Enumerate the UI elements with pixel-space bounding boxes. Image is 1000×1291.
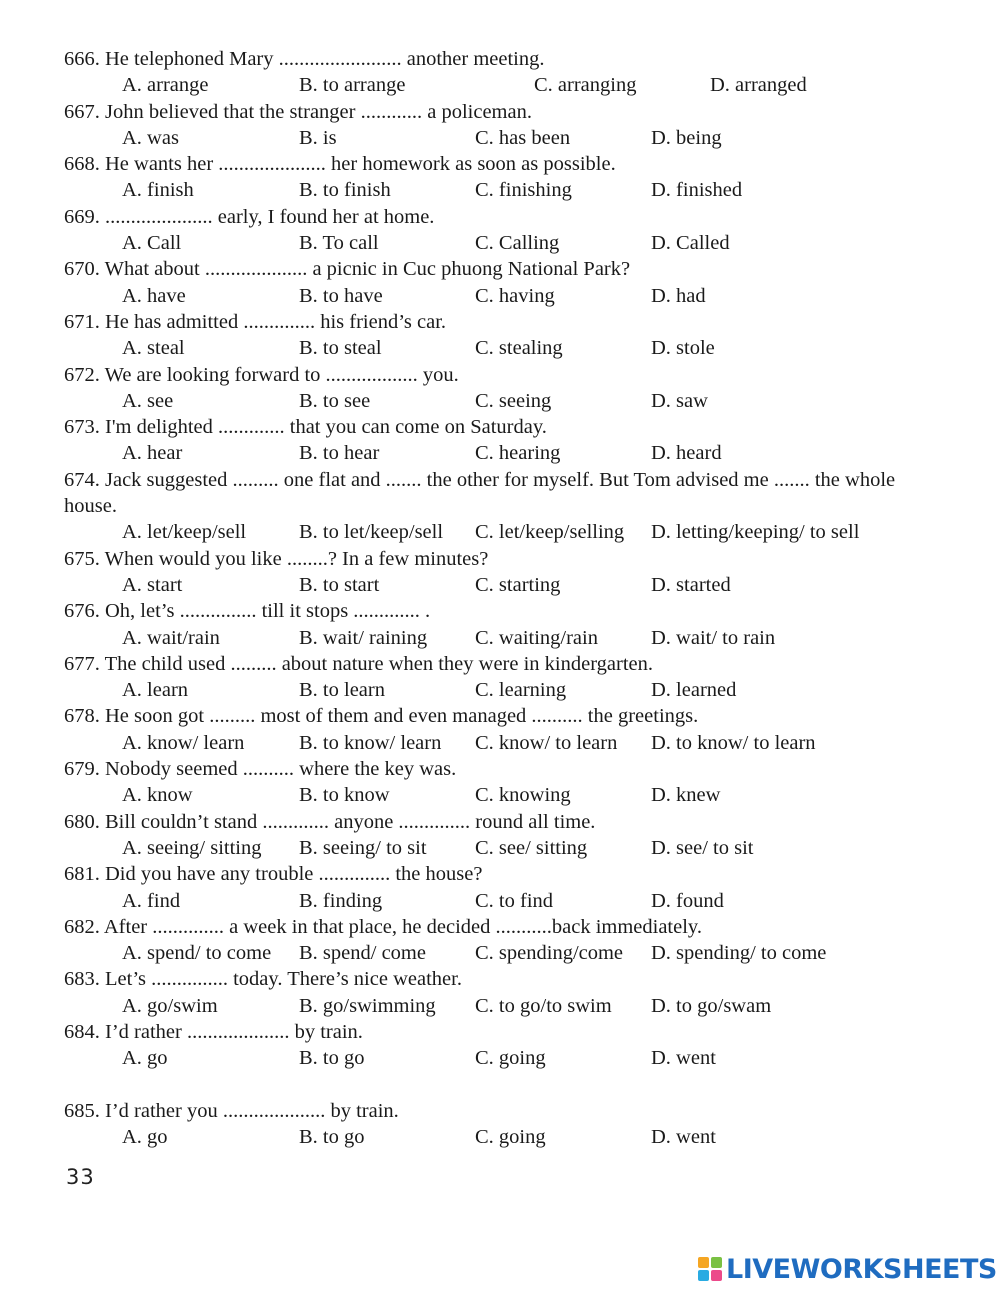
- option-b: B. to hear: [299, 442, 380, 465]
- option-row: [64, 835, 944, 861]
- option-b: B. to go: [299, 1047, 365, 1070]
- option-row: [64, 782, 944, 808]
- option-row: [64, 519, 944, 545]
- option-row: [64, 940, 944, 966]
- option-b: B. to know: [299, 784, 390, 807]
- option-d: D. see/ to sit: [651, 836, 754, 859]
- option-a: A. go: [122, 1126, 168, 1149]
- option-c: C. knowing: [475, 784, 571, 807]
- option-b: B. to have: [299, 284, 383, 307]
- question-stem: 676. Oh, let’s ............... till it stops ............. .: [64, 600, 431, 623]
- option-c: C. to go/to swim: [475, 994, 612, 1017]
- option-d: D. knew: [651, 784, 721, 807]
- option-row: [64, 335, 944, 361]
- option-a: A. finish: [122, 179, 194, 202]
- option-b: B. to go: [299, 1126, 365, 1149]
- option-c: C. waiting/rain: [475, 626, 598, 649]
- option-a: A. find: [122, 889, 181, 912]
- option-b: B. to finish: [299, 179, 391, 202]
- question-stem: 673. I'm delighted ............. that you can come on Saturday.: [64, 416, 547, 439]
- option-a: A. let/keep/sell: [122, 521, 247, 544]
- option-d: D. being: [651, 126, 722, 149]
- worksheet: [64, 46, 944, 1150]
- question-stem: 681. Did you have any trouble .............. the house?: [64, 863, 483, 886]
- option-c: C. see/ sitting: [475, 836, 588, 859]
- option-row: [64, 72, 944, 98]
- option-d: D. learned: [651, 679, 737, 702]
- logo-square-blue: [698, 1270, 709, 1281]
- blank-line: [64, 1072, 944, 1098]
- page-number: 33: [66, 1165, 95, 1189]
- option-row: [64, 125, 944, 151]
- option-d: D. spending/ to come: [651, 942, 827, 965]
- option-d: D. stole: [651, 337, 715, 360]
- question-stem: 670. What about .................... a picnic in Cuc phuong National Park?: [64, 258, 631, 281]
- option-c: C. arranging: [534, 74, 637, 97]
- option-d: D. Called: [651, 232, 730, 255]
- question-stem: 671. He has admitted .............. his friend’s car.: [64, 310, 447, 333]
- option-a: A. wait/rain: [122, 626, 220, 649]
- option-d: D. started: [651, 573, 731, 596]
- option-a: A. know/ learn: [122, 731, 245, 754]
- option-b: B. to start: [299, 573, 380, 596]
- question-stem: 680. Bill couldn’t stand ............. anyone .............. round all time.: [64, 810, 596, 833]
- question-stem: 669. ..................... early, I found her at home.: [64, 205, 435, 228]
- option-b: B. go/swimming: [299, 994, 436, 1017]
- option-b: B. to know/ learn: [299, 731, 442, 754]
- option-a: A. was: [122, 126, 179, 149]
- logo-square-green: [711, 1257, 722, 1268]
- option-d: D. saw: [651, 389, 708, 412]
- option-a: A. arrange: [122, 74, 209, 97]
- option-row: [64, 625, 944, 651]
- option-b: B. seeing/ to sit: [299, 836, 427, 859]
- option-c: C. stealing: [475, 337, 563, 360]
- question-stem: 677. The child used ......... about nature when they were in kindergarten.: [64, 652, 654, 675]
- option-c: C. has been: [475, 126, 571, 149]
- question-stem: 684. I’d rather .................... by train.: [64, 1020, 363, 1043]
- option-a: A. know: [122, 784, 193, 807]
- option-c: C. seeing: [475, 389, 552, 412]
- option-b: B. To call: [299, 232, 379, 255]
- option-a: A. hear: [122, 442, 183, 465]
- question-stem: 683. Let’s ............... today. There’s nice weather.: [64, 968, 462, 991]
- option-a: A. start: [122, 573, 183, 596]
- question-stem: 679. Nobody seemed .......... where the key was.: [64, 758, 457, 781]
- option-b: B. to steal: [299, 337, 382, 360]
- option-row: [64, 1045, 944, 1071]
- option-d: D. heard: [651, 442, 722, 465]
- option-row: [64, 177, 944, 203]
- option-b: B. to arrange: [299, 74, 406, 97]
- question-stem: 685. I’d rather you .................... by train.: [64, 1099, 399, 1122]
- option-c: C. Calling: [475, 232, 560, 255]
- option-c: C. going: [475, 1126, 546, 1149]
- option-d: D. had: [651, 284, 706, 307]
- option-b: B. wait/ raining: [299, 626, 428, 649]
- option-d: D. to know/ to learn: [651, 731, 816, 754]
- option-d: D. finished: [651, 179, 743, 202]
- option-d: D. found: [651, 889, 724, 912]
- option-row: [64, 730, 944, 756]
- option-b: B. to learn: [299, 679, 385, 702]
- option-c: C. learning: [475, 679, 567, 702]
- question-stem: 668. He wants her ..................... her homework as soon as possible.: [64, 153, 616, 176]
- option-row: [64, 888, 944, 914]
- option-d: D. to go/swam: [651, 994, 772, 1017]
- option-row: [64, 993, 944, 1019]
- question-stem: 682. After .............. a week in that place, he decided ...........back immediately.: [64, 915, 702, 938]
- option-a: A. steal: [122, 337, 185, 360]
- option-row: [64, 388, 944, 414]
- question-stem: 674. Jack suggested ......... one flat and ....... the other for myself. But Tom advised me ....... the whole house.: [64, 468, 896, 518]
- option-c: C. finishing: [475, 179, 572, 202]
- question-stem: 667. John believed that the stranger ............ a policeman.: [64, 100, 532, 123]
- option-c: C. having: [475, 284, 555, 307]
- option-row: [64, 283, 944, 309]
- option-c: C. to find: [475, 889, 554, 912]
- option-c: C. starting: [475, 573, 561, 596]
- option-d: D. went: [651, 1126, 716, 1149]
- option-a: A. go: [122, 1047, 168, 1070]
- question-stem: 666. He telephoned Mary ........................ another meeting.: [64, 48, 545, 70]
- question-stem: 678. He soon got ......... most of them and even managed .......... the greetings.: [64, 705, 699, 728]
- logo-square-pink: [711, 1270, 722, 1281]
- option-d: D. wait/ to rain: [651, 626, 776, 649]
- option-b: B. finding: [299, 889, 383, 912]
- option-a: A. seeing/ sitting: [122, 836, 262, 859]
- option-a: A. have: [122, 284, 186, 307]
- option-row: [64, 230, 944, 256]
- option-b: B. to let/keep/sell: [299, 521, 444, 544]
- option-b: B. is: [299, 126, 337, 149]
- logo-square-orange: [698, 1257, 709, 1268]
- option-d: D. went: [651, 1047, 716, 1070]
- question-stem: 675. When would you like ........? In a few minutes?: [64, 547, 489, 570]
- option-row: [64, 572, 944, 598]
- option-c: C. let/keep/selling: [475, 521, 625, 544]
- liveworksheets-logo[interactable]: [698, 1253, 997, 1285]
- option-b: B. to see: [299, 389, 371, 412]
- option-a: A. go/swim: [122, 994, 218, 1017]
- option-a: A. see: [122, 389, 174, 412]
- question-stem: 672. We are looking forward to .................. you.: [64, 363, 459, 386]
- option-b: B. spend/ come: [299, 942, 426, 965]
- option-c: C. hearing: [475, 442, 561, 465]
- option-row: [64, 1124, 944, 1150]
- option-d: D. arranged: [710, 74, 807, 97]
- option-a: A. learn: [122, 679, 189, 702]
- option-row: [64, 440, 944, 466]
- option-a: A. spend/ to come: [122, 942, 272, 965]
- option-a: A. Call: [122, 232, 182, 255]
- option-c: C. spending/come: [475, 942, 624, 965]
- option-d: D. letting/keeping/ to sell: [651, 521, 860, 544]
- brand-logo-icon: [698, 1257, 722, 1281]
- option-c: C. going: [475, 1047, 546, 1070]
- option-row: [64, 677, 944, 703]
- option-c: C. know/ to learn: [475, 731, 618, 754]
- brand-name: LIVEWORKSHEETS: [726, 1253, 997, 1285]
